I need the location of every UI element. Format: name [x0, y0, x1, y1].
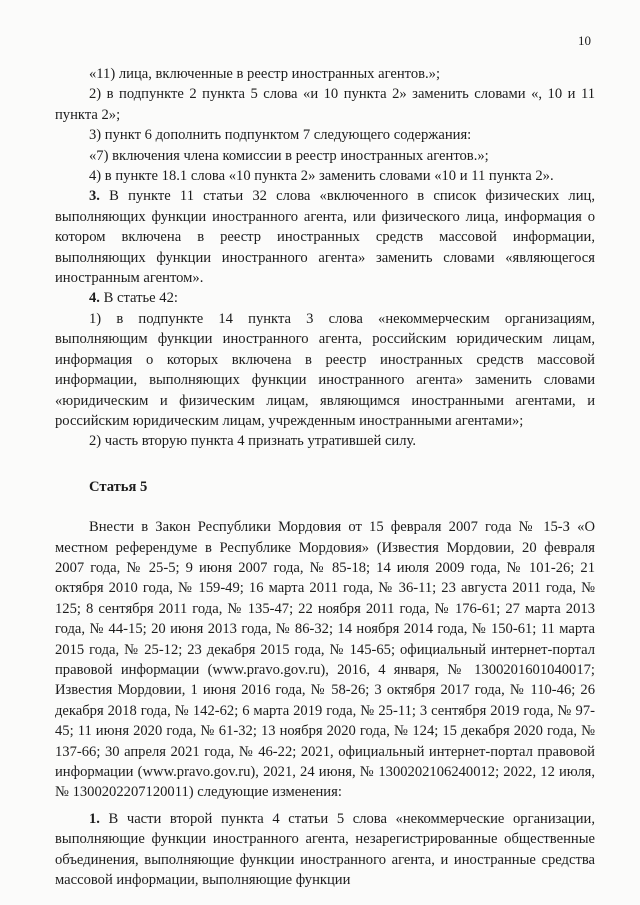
page-number: 10: [578, 33, 591, 48]
paragraph-item-4: [55, 288, 595, 308]
paragraph: «7) включения члена комиссии в реестр иностранных агентов.»;: [89, 147, 489, 164]
paragraph: 2) часть вторую пункта 4 признать утратившей силу.: [89, 433, 417, 450]
article-heading: Статья 5: [89, 478, 148, 495]
item-text: В статье 42:: [99, 290, 178, 307]
item-text: В пункте 11 статьи 32 слова «включенного в список физических лиц, выполняющих функции иностранного агента, или физического лица, информация о котором включена в реестр иностранных средств массовой информации, выполняющих функции иностранного агента» заменить словами «являющегося иностранным агентом».: [55, 188, 595, 287]
paragraph: 3) пункт 6 дополнить подпунктом 7 следующего содержания:: [89, 127, 472, 144]
paragraph: «11) лица, включенные в реестр иностранных агентов.»;: [89, 66, 441, 82]
paragraph: 1) в подпункте 14 пункта 3 слова «некоммерческим организациям, выполняющим функции иностранного агента, российским юридическим лицам, информация о которых включена в реестр иностранных средств массовой информации, выполняющих функции иностранного агента» заменить словами «юридическим и физическим лицам, являющимся иностранными агентами, и российским юридическим лицам, учрежденным иностранными агентами»;: [55, 310, 595, 429]
item-number: 3.: [89, 188, 100, 205]
item-number: 4.: [89, 290, 100, 307]
article-intro: Внести в Закон Республики Мордовия от 15 февраля 2007 года № 15-З «О местном референдуме в Республике Мордовия» (Известия Мордовии, 20 февраля 2007 года, № 25-5; 9 июня 2007 года, № 85-18; 14 июля 2009 года, № 101-26; 21 октября 2010 года, № 159-49; 16 марта 2011 года, № 36-11; 23 августа 2011 года, № 125; 8 сентября 2011 года, № 135-47; 22 ноября 2011 года, № 176-61; 27 марта 2013 года, № 44-15; 20 июня 2013 года, № 86-32; 14 ноября 2014 года, № 150-61; 11 марта 2015 года, № 25-12; 23 декабря 2015 года, № 145-65; официальный интернет-портал правовой информации (www.pravo.gov.ru), 2016, 4 января, № 1300201601040017; Известия Мордовии, 1 июня 2016 года, № 58-26; 3 октября 2017 года, № 110-46; 26 декабря 2018 года, № 142-62; 6 марта 2019 года, № 25-11; 3 сентября 2019 года, № 97-45; 11 июня 2020 года, № 61-32; 13 ноября 2020 года, № 124; 15 декабря 2020 года, № 137-66; 30 апреля 2021 года, № 46-22; 2021, официальный интернет-портал правовой информации (www.pravo.gov.ru), 2021, 24 июня, № 1300202106240012; 2022, 12 июля, № 1300202207120011) следующие изменения:: [55, 519, 595, 801]
item-text: В части второй пункта 4 статьи 5 слова «некоммерческие организации, выполняющие функции иностранного агента, незарегистрированные общественные объединения, выполняющие функции иностранного агента, и иностранные средства массовой информации, выполняющие функции: [55, 810, 595, 889]
paragraph-article5-item-1: [55, 809, 595, 891]
paragraph: 4) в пункте 18.1 слова «10 пункта 2» заменить словами «10 и 11 пункта 2».: [89, 168, 554, 185]
paragraph-item-3: [55, 186, 595, 288]
item-number: 1.: [89, 810, 100, 827]
paragraph: 2) в подпункте 2 пункта 5 слова «и 10 пункта 2» заменить словами «, 10 и 11 пункта 2»;: [55, 86, 595, 123]
document-body: [55, 64, 595, 890]
